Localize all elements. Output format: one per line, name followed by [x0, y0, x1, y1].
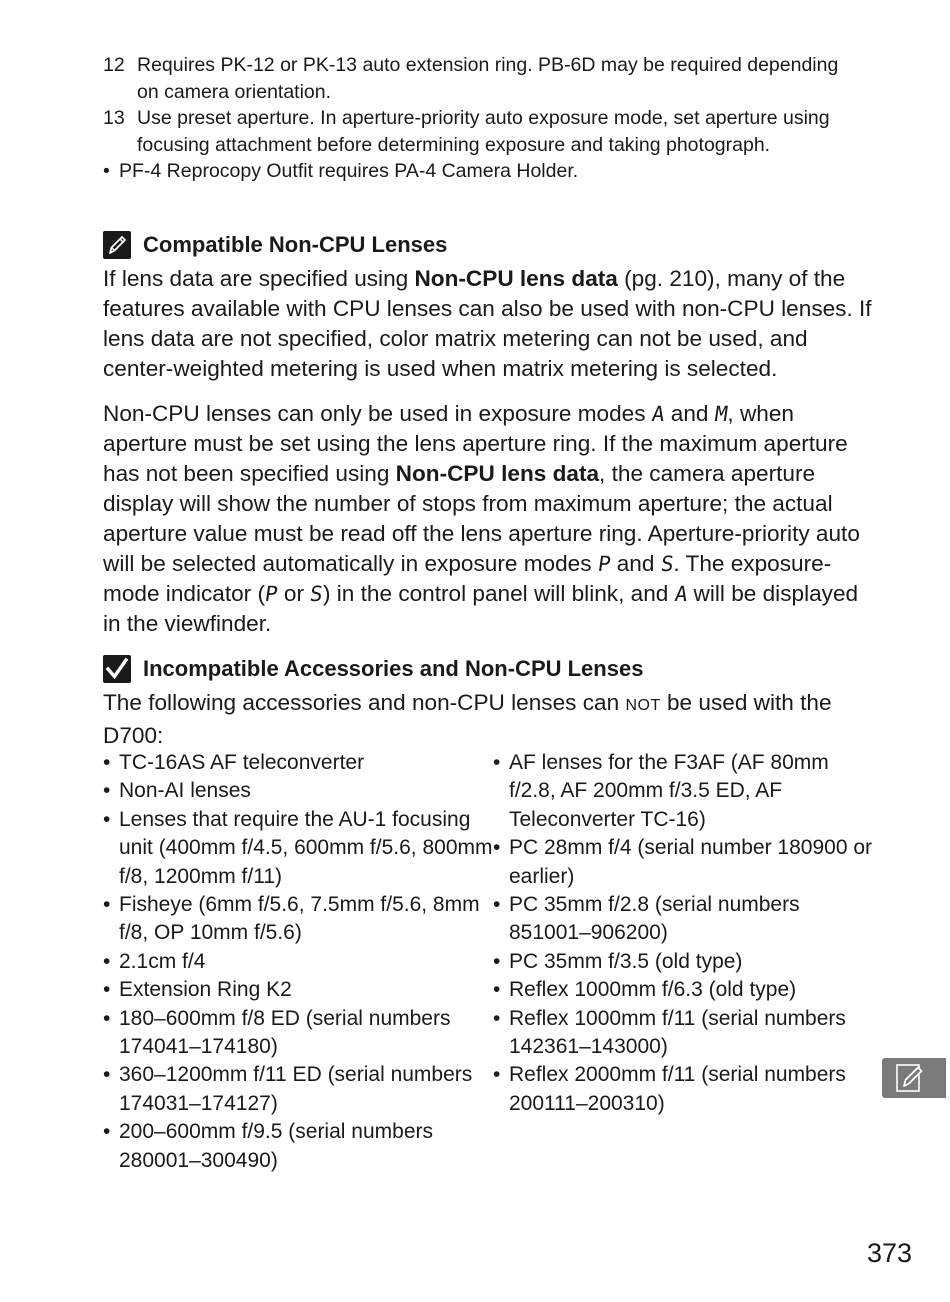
mode-p-symbol: P: [596, 552, 613, 576]
compatible-title: Compatible Non-CPU Lenses: [143, 232, 448, 257]
list-item: [103, 976, 493, 1004]
text-run: . The exposure-mode indicator (: [103, 551, 832, 606]
list-item: [103, 891, 493, 948]
bullet-dot: •: [103, 949, 111, 973]
bullet-dot: •: [493, 949, 501, 973]
pencil-note-icon: [103, 231, 131, 259]
bullet-dot: •: [493, 751, 501, 774]
text-run: and: [664, 401, 715, 426]
footnote-text: Requires PK-12 or PK-13 auto extension ring. PB-6D may be required depending on camera orientation.: [137, 54, 839, 103]
text-run: The following accessories and non-CPU lenses can: [103, 690, 626, 715]
bullet-dot: •: [493, 978, 501, 1002]
section-tab: [882, 1058, 946, 1098]
list-item-text: 360–1200mm f/11 ED (serial numbers 174031–174127): [119, 1063, 473, 1115]
checkmark-caution-icon: [103, 655, 131, 683]
list-item: [103, 749, 493, 777]
footnote-13: [103, 105, 863, 158]
list-item-text: Reflex 2000mm f/11 (serial numbers 200111–200310): [509, 1063, 846, 1115]
bullet-dot: •: [493, 1063, 501, 1087]
list-item-text: Non-AI lenses: [119, 779, 251, 803]
mode-s-symbol: S: [659, 552, 676, 576]
compatible-section: [103, 230, 873, 639]
list-item: [493, 976, 873, 1004]
bullet-dot: •: [103, 779, 111, 803]
list-item: [103, 777, 493, 805]
text-run: ) in the control panel will blink, and: [322, 581, 675, 606]
incompatible-title: Incompatible Accessories and Non-CPU Lenses: [143, 656, 644, 681]
list-item: [493, 749, 873, 834]
list-item: [493, 948, 873, 976]
footnotes: [103, 52, 863, 185]
compatible-paragraph-2: [103, 399, 873, 639]
list-item: [103, 948, 493, 976]
bullet-dot: •: [103, 1120, 111, 1144]
list-item-text: 200–600mm f/9.5 (serial numbers 280001–300490): [119, 1120, 433, 1172]
list-item: [493, 834, 873, 891]
text-run: be used with the D700:: [103, 690, 832, 748]
list-item-text: Reflex 1000mm f/11 (serial numbers 142361–143000): [509, 1006, 846, 1059]
list-item-text: PC 35mm f/2.8 (serial numbers 851001–906200): [509, 893, 800, 945]
page-number: 373: [867, 1238, 913, 1268]
bold-term: Non-CPU lens data: [414, 266, 618, 291]
list-item: [493, 1061, 873, 1118]
mode-a-symbol: A: [672, 582, 689, 606]
list-item: [103, 1118, 493, 1175]
mode-a-symbol: A: [650, 402, 667, 426]
text-run: or: [277, 581, 311, 606]
list-item-text: TC-16AS AF teleconverter: [119, 751, 365, 774]
list-item-text: Reflex 1000mm f/6.3 (old type): [509, 978, 797, 1002]
bullet-dot: •: [103, 751, 111, 774]
bullet-dot: •: [493, 836, 501, 860]
list-item: [103, 806, 493, 891]
footnote-number: 12: [103, 54, 125, 76]
list-item: [103, 1061, 493, 1118]
text-run: , when aperture must be set using the lens aperture ring. If the maximum aperture has not been specified using: [103, 401, 848, 486]
text-run: will be displayed in the viewfinder.: [103, 581, 859, 636]
list-item-text: Extension Ring K2: [119, 978, 292, 1002]
bullet-dot: •: [103, 1063, 111, 1087]
footnote-bullet: [103, 158, 863, 185]
list-item: [493, 891, 873, 948]
bullet-dot: •: [103, 893, 111, 917]
bullet-dot: •: [103, 160, 110, 182]
left-list: [103, 749, 493, 1175]
list-item: [103, 1005, 493, 1062]
bullet-dot: •: [493, 1006, 501, 1030]
mode-p-symbol: P: [263, 582, 280, 606]
footnote-text: Use preset aperture. In aperture-priority auto exposure mode, set aperture using focusing attachment before determining exposure and taking photograph.: [137, 107, 830, 156]
text-run: , the camera aperture display will show the number of stops from maximum aperture; the actual aperture value must be read off the lens aperture ring. Aperture-priority auto will be selected automatically in exposure modes: [103, 461, 860, 576]
bullet-dot: •: [103, 1006, 111, 1030]
bold-term: Non-CPU lens data: [395, 461, 600, 486]
section-title: [103, 654, 873, 684]
mode-m-symbol: M: [713, 402, 730, 426]
compatible-paragraph-1: [103, 264, 873, 384]
list-item-text: AF lenses for the F3AF (AF 80mm f/2.8, AF 200mm f/3.5 ED, AF Teleconverter TC-16): [509, 751, 829, 831]
bullet-dot: •: [493, 893, 501, 917]
list-item: [493, 1005, 873, 1062]
bullet-dot: •: [103, 807, 111, 831]
footnote-12: [103, 52, 863, 105]
incompatible-lists: [103, 749, 873, 1175]
footnote-bullet-text: PF-4 Reprocopy Outfit requires PA-4 Camera Holder.: [119, 160, 579, 182]
list-item-text: PC 28mm f/4 (serial number 180900 or earlier): [509, 836, 872, 888]
list-item-text: 180–600mm f/8 ED (serial numbers 174041–174180): [119, 1006, 451, 1059]
right-list: [493, 749, 873, 1175]
incompatible-intro: [103, 688, 873, 751]
text-run: If lens data are specified using: [103, 266, 415, 291]
list-item-text: PC 35mm f/3.5 (old type): [509, 949, 743, 973]
section-title: [103, 230, 873, 260]
list-item-text: Lenses that require the AU-1 focusing unit (400mm f/4.5, 600mm f/5.6, 800mm f/8, 1200mm f/11): [119, 807, 493, 888]
incompatible-section: [103, 654, 873, 751]
text-run: and: [610, 551, 661, 576]
footnote-number: 13: [103, 107, 125, 129]
technical-notes-icon: [896, 1064, 930, 1092]
text-run: (pg. 210), many of the features available with CPU lenses can also be used with non-CPU lenses. If lens data are not specified, color matrix metering can not be used, and center-weighted metering is used when matrix metering is selected.: [103, 266, 872, 381]
small-caps-not: NOT: [625, 697, 661, 714]
list-item-text: Fisheye (6mm f/5.6, 7.5mm f/5.6, 8mm f/8, OP 10mm f/5.6): [119, 893, 480, 945]
text-run: Non-CPU lenses can only be used in exposure modes: [103, 401, 652, 426]
mode-s-symbol: S: [308, 582, 325, 606]
list-item-text: 2.1cm f/4: [119, 949, 206, 973]
bullet-dot: •: [103, 978, 111, 1002]
